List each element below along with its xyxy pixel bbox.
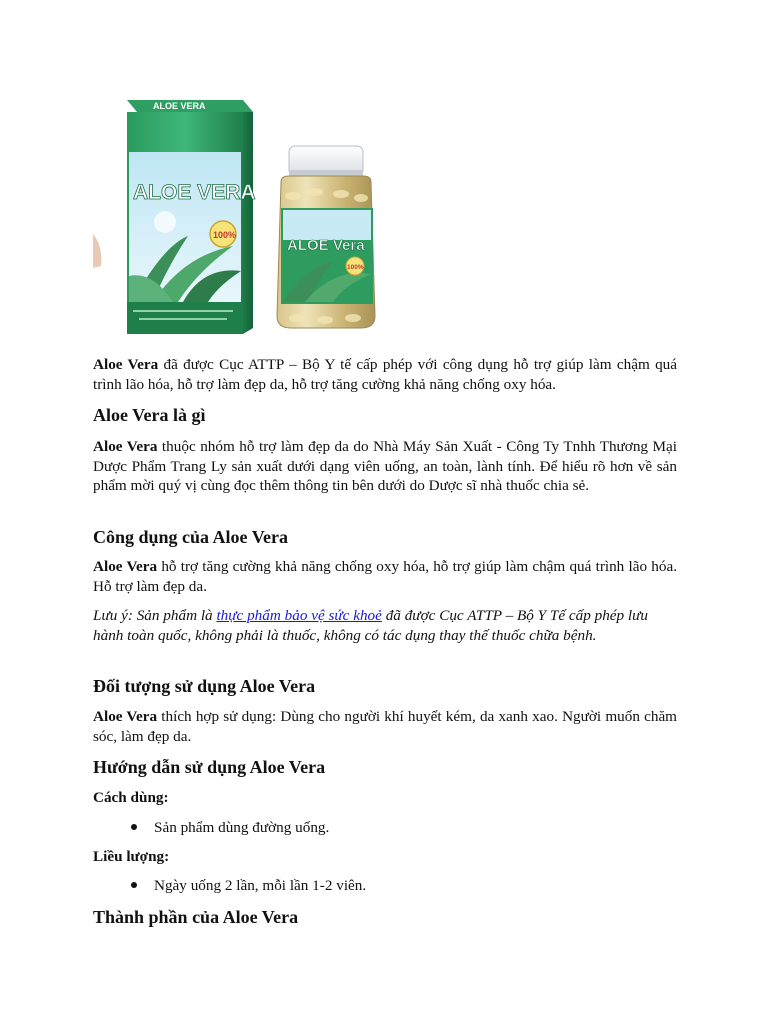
- uses-paragraph: [93, 557, 677, 596]
- bottle-badge: 100%: [347, 264, 364, 271]
- usage-label: Cách dùng:: [93, 789, 169, 806]
- product-image: [93, 96, 383, 346]
- note-paragraph: [93, 606, 677, 645]
- box-brand: ALOE VERA: [133, 181, 256, 204]
- usage-item-text: Sản phẩm dùng đường uống.: [154, 819, 330, 836]
- box-top-label: ALOE VERA: [153, 101, 206, 111]
- heading-ingredients: Thành phần của Aloe Vera: [93, 907, 299, 927]
- heading-uses: Công dụng của Aloe Vera: [93, 527, 289, 547]
- dose-item-text: Ngày uống 2 lần, mỗi lần 1-2 viên.: [154, 877, 367, 894]
- bullet-icon: [131, 882, 137, 888]
- intro-text: đã được Cục ATTP – Bộ Y tế cấp phép với công dụng hỗ trợ giúp làm chậm quá trình lão hóa, hỗ trợ làm đẹp da, hỗ trợ tăng cường khả năng chống oxy hóa.: [93, 356, 677, 393]
- target-text: thích hợp sử dụng: Dùng cho người khí huyết kém, da xanh xao. Người muốn chăm sóc, làm đẹp da.: [93, 708, 677, 745]
- uses-text: hỗ trợ tăng cường khả năng chống oxy hóa, hỗ trợ giúp làm chậm quá trình lão hóa. Hỗ trợ làm đẹp da.: [93, 558, 677, 595]
- what-is-product-name: Aloe Vera: [93, 438, 158, 455]
- target-paragraph: [93, 707, 677, 746]
- note-prefix: Lưu ý: Sản phẩm là: [93, 607, 217, 624]
- uses-product-name: Aloe Vera: [93, 558, 158, 575]
- bottle-brand: ALOE Vera: [287, 237, 365, 254]
- dose-label: Liều lượng:: [93, 848, 170, 865]
- target-product-name: Aloe Vera: [93, 708, 158, 725]
- what-is-paragraph: [93, 437, 677, 496]
- intro-paragraph: [93, 355, 677, 394]
- heading-guide: Hướng dẫn sử dụng Aloe Vera: [93, 757, 326, 777]
- box-badge: 100%: [213, 230, 237, 240]
- heading-what-is: Aloe Vera là gì: [93, 405, 206, 425]
- what-is-text: thuộc nhóm hỗ trợ làm đẹp da do Nhà Máy Sản Xuất - Công Ty Tnhh Thương Mại Dược Phẩm Trang Ly sản xuất dưới dạng viên uống, an toàn, lành tính. Để hiểu rõ hơn về sản phẩm mời quý vị cùng đọc thêm thông tin bên dưới do Dược sĩ nhà thuốc chia sẻ.: [93, 438, 677, 495]
- dose-list-item: [131, 876, 366, 895]
- bullet-icon: [131, 824, 137, 830]
- heading-target: Đối tượng sử dụng Aloe Vera: [93, 676, 316, 696]
- health-supplement-link[interactable]: thực phẩm bảo vệ sức khoẻ: [216, 607, 382, 624]
- note-suffix: đã được Cục ATTP – Bộ Y Tế cấp phép lưu hành toàn quốc, không phải là thuốc, không có tác dụng thay thế thuốc chữa bệnh.: [93, 607, 649, 644]
- usage-list-item: [131, 818, 329, 837]
- intro-product-name: Aloe Vera: [93, 356, 159, 373]
